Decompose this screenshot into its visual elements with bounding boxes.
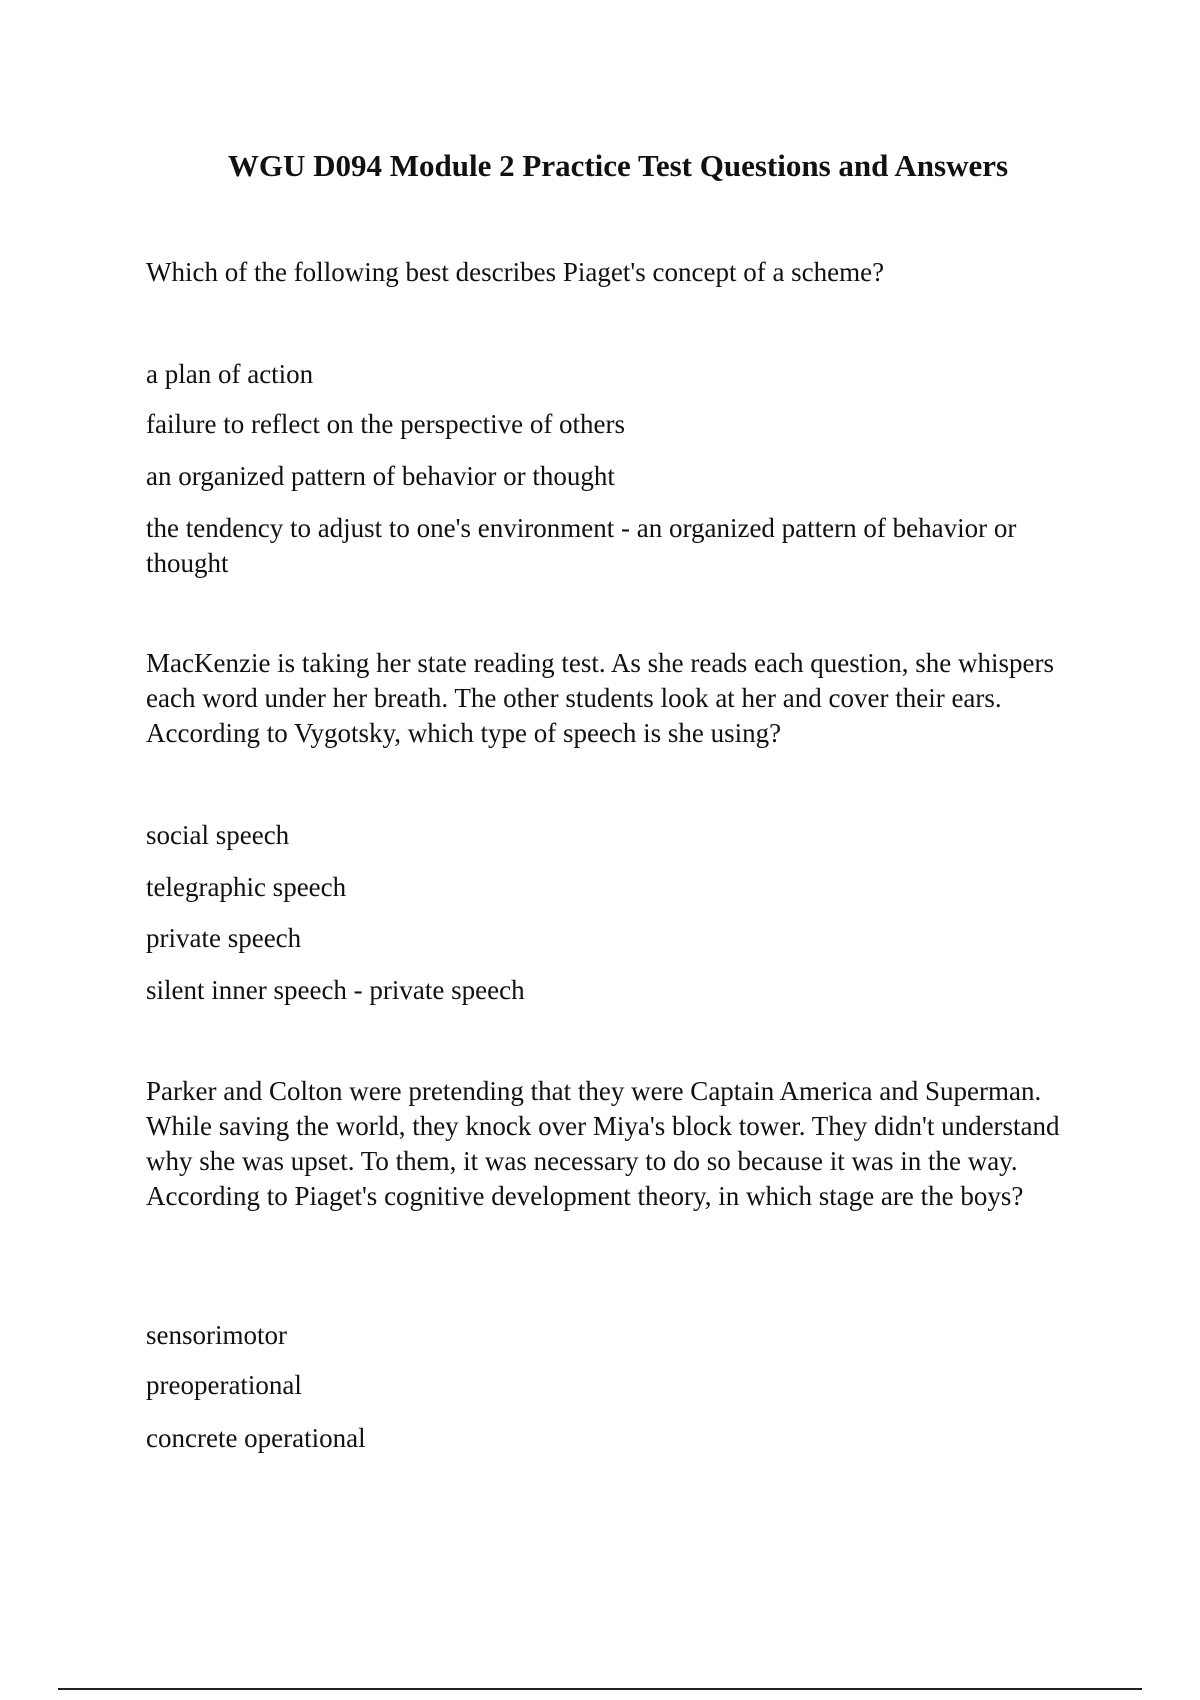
- question-1-option-4: the tendency to adjust to one's environment - an organized pattern of behavior or thought: [146, 513, 1017, 578]
- question-1-option-1: a plan of action: [146, 359, 314, 389]
- question-3-option-2: preoperational: [146, 1370, 302, 1400]
- question-2-option-4: silent inner speech - private speech: [146, 975, 525, 1005]
- question-2-option-2: telegraphic speech: [146, 872, 347, 902]
- question-1-text: Which of the following best describes Piaget's concept of a scheme?: [146, 257, 885, 287]
- question-3-text: Parker and Colton were pretending that they were Captain America and Superman. While saving the world, they knock over Miya's block tower. They didn't understand why she was upset. To them, it was necessary to do so because it was in the way. According to Piaget's cognitive development theory, in which stage are the boys?: [146, 1076, 1060, 1211]
- question-1-option-3: an organized pattern of behavior or thought: [146, 461, 615, 491]
- footer-rule: [58, 1688, 1142, 1690]
- question-2-option-1: social speech: [146, 820, 290, 850]
- question-3-option-1: sensorimotor: [146, 1320, 287, 1350]
- question-2-text: MacKenzie is taking her state reading test. As she reads each question, she whispers each word under her breath. The other students look at her and cover their ears. According to Vygotsky, which type of speech is she using?: [146, 648, 1054, 748]
- question-3-option-3: concrete operational: [146, 1423, 366, 1453]
- document-title: WGU D094 Module 2 Practice Test Questions and Answers: [227, 148, 1009, 183]
- question-2-option-3: private speech: [146, 923, 302, 953]
- question-1-option-2: failure to reflect on the perspective of others: [146, 409, 626, 439]
